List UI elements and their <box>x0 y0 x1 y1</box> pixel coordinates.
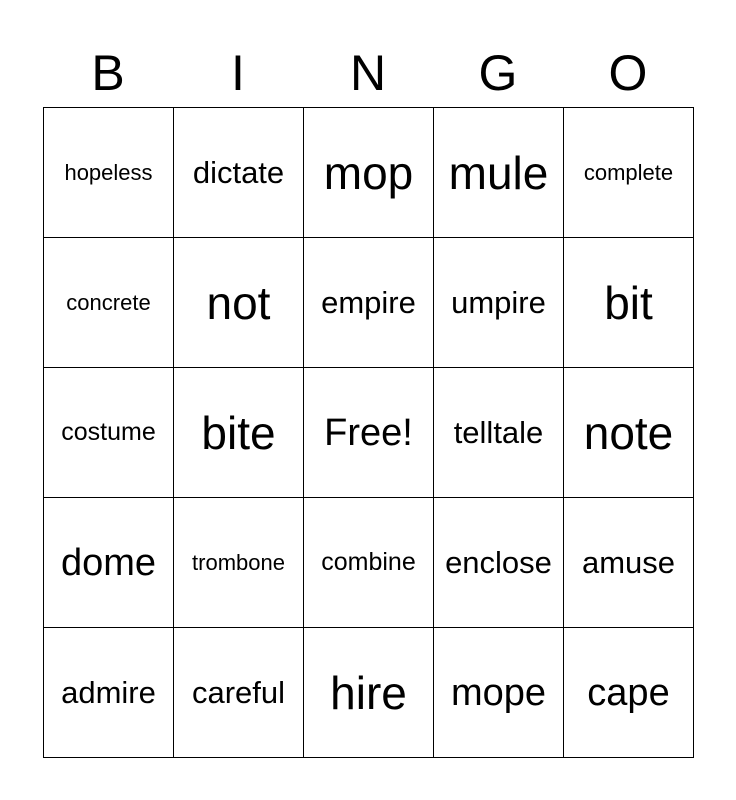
bingo-cell[interactable]: careful <box>174 628 304 758</box>
bingo-cell[interactable]: telltale <box>434 368 564 498</box>
bingo-cell[interactable]: bit <box>564 238 694 368</box>
bingo-cell[interactable]: admire <box>44 628 174 758</box>
bingo-cell[interactable]: mule <box>434 108 564 238</box>
bingo-cell[interactable]: dome <box>44 498 174 628</box>
bingo-cell[interactable]: empire <box>304 238 434 368</box>
bingo-cell[interactable]: costume <box>44 368 174 498</box>
bingo-cell[interactable]: combine <box>304 498 434 628</box>
bingo-cell[interactable]: bite <box>174 368 304 498</box>
bingo-cell[interactable]: not <box>174 238 304 368</box>
bingo-cell[interactable]: concrete <box>44 238 174 368</box>
bingo-cell[interactable]: complete <box>564 108 694 238</box>
header-letter-n: N <box>349 45 387 101</box>
bingo-cell[interactable]: hopeless <box>44 108 174 238</box>
bingo-cell[interactable]: enclose <box>434 498 564 628</box>
bingo-cell[interactable]: cape <box>564 628 694 758</box>
bingo-cell[interactable]: dictate <box>174 108 304 238</box>
bingo-board <box>43 107 694 758</box>
bingo-cell[interactable]: umpire <box>434 238 564 368</box>
bingo-cell[interactable]: hire <box>304 628 434 758</box>
bingo-cell[interactable]: note <box>564 368 694 498</box>
header-letter-b: B <box>91 45 125 101</box>
header-letter-g: G <box>478 45 518 101</box>
bingo-cell[interactable]: amuse <box>564 498 694 628</box>
bingo-cell[interactable]: mop <box>304 108 434 238</box>
bingo-cell[interactable]: mope <box>434 628 564 758</box>
bingo-header <box>43 40 693 106</box>
free-space-cell[interactable]: Free! <box>304 368 434 498</box>
header-letter-i: I <box>231 45 245 101</box>
bingo-cell[interactable]: trombone <box>174 498 304 628</box>
header-letter-o: O <box>608 45 648 101</box>
